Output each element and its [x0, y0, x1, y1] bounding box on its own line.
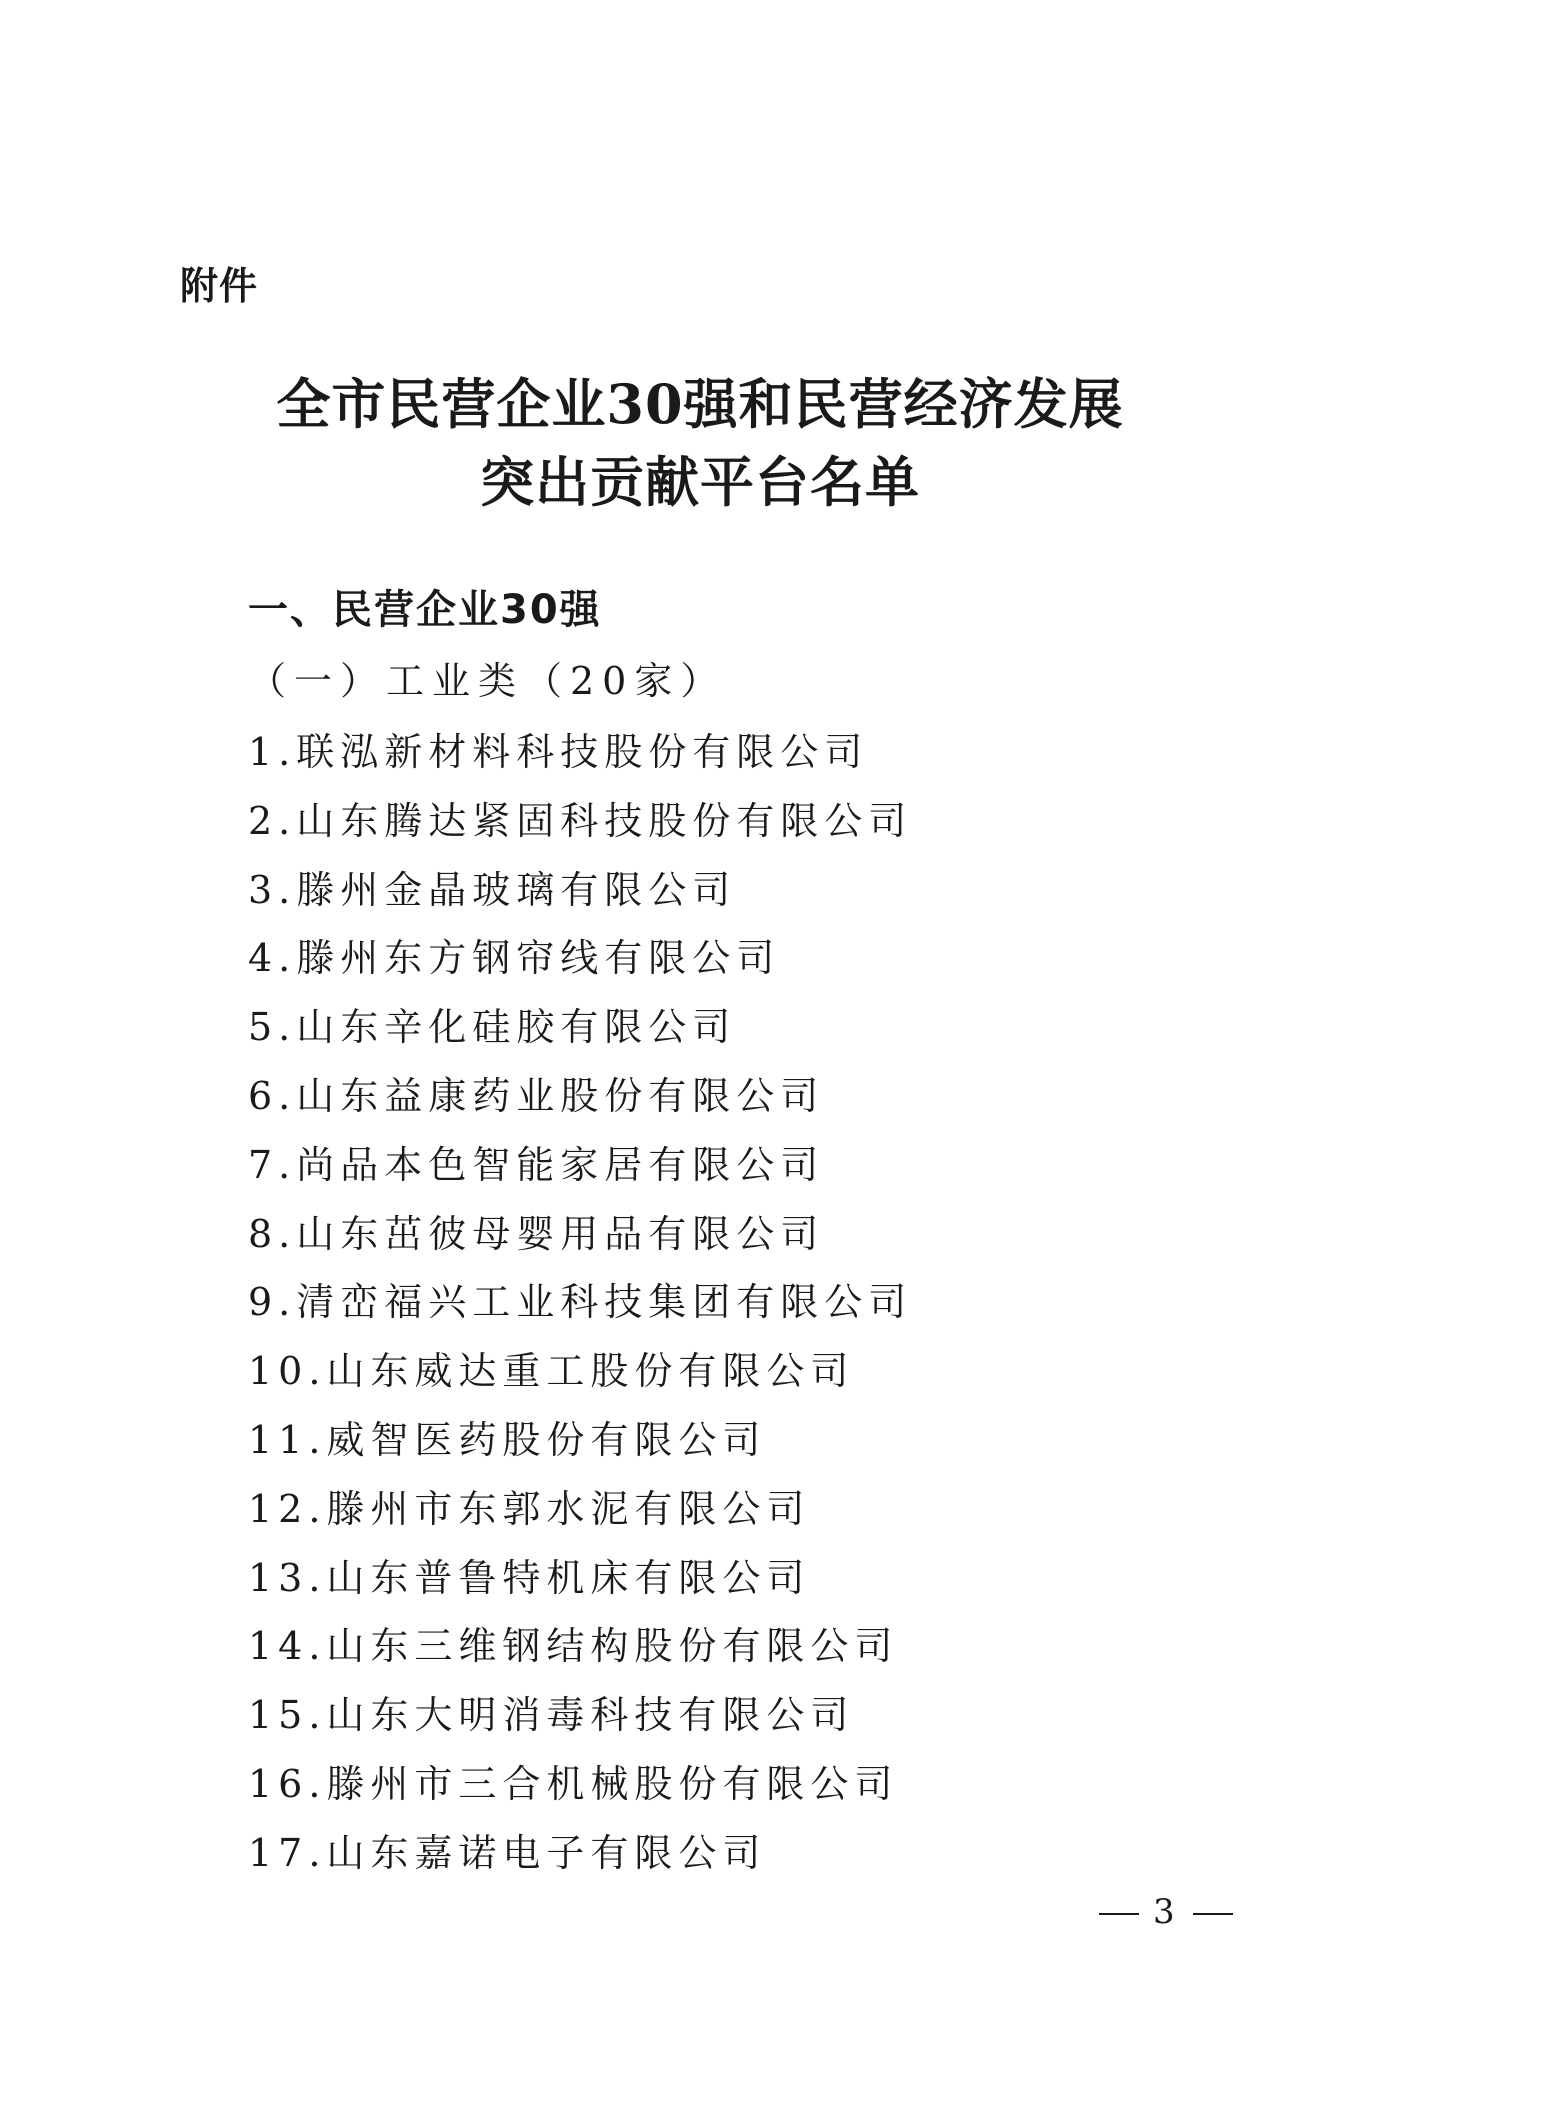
list-item: 17.山东嘉诺电子有限公司 [248, 1830, 767, 1875]
page-number-value: 3 [1153, 1892, 1179, 1932]
page-number-dash-left [1099, 1913, 1139, 1915]
list-item: 1.联泓新材料科技股份有限公司 [248, 730, 869, 774]
list-item: 6.山东益康药业股份有限公司 [248, 1073, 825, 1118]
list-item: 16.滕州市三合机械股份有限公司 [248, 1761, 899, 1806]
document-title-line-1: 全市民营企业30强和民营经济发展 [276, 372, 1124, 436]
list-item: 15.山东大明消毒科技有限公司 [248, 1693, 855, 1738]
section-heading: 一、民营企业30强 [248, 587, 602, 633]
page-number [1085, 1892, 1247, 1932]
page-number-dash-right [1193, 1913, 1233, 1915]
list-item: 10.山东威达重工股份有限公司 [248, 1349, 855, 1394]
list-item: 9.清峦福兴工业科技集团有限公司 [248, 1280, 913, 1325]
attachment-label: 附件 [180, 264, 259, 308]
company-list [248, 718, 912, 1888]
document-title-line-2: 突出贡献平台名单 [480, 450, 920, 514]
list-item: 7.尚品本色智能家居有限公司 [248, 1142, 825, 1187]
list-item: 2.山东腾达紧固科技股份有限公司 [248, 798, 913, 843]
list-item: 14.山东三维钢结构股份有限公司 [248, 1624, 899, 1669]
list-item: 4.滕州东方钢帘线有限公司 [248, 936, 781, 981]
list-item: 11.威智医药股份有限公司 [248, 1417, 767, 1462]
list-item: 12.滕州市东郭水泥有限公司 [248, 1486, 811, 1531]
list-item: 8.山东茁彼母婴用品有限公司 [248, 1211, 825, 1256]
list-item: 3.滕州金晶玻璃有限公司 [248, 867, 737, 912]
list-item: 5.山东辛化硅胶有限公司 [248, 1005, 737, 1050]
subsection-heading: （一）工业类（20家） [248, 659, 727, 703]
list-item: 13.山东普鲁特机床有限公司 [248, 1555, 811, 1600]
